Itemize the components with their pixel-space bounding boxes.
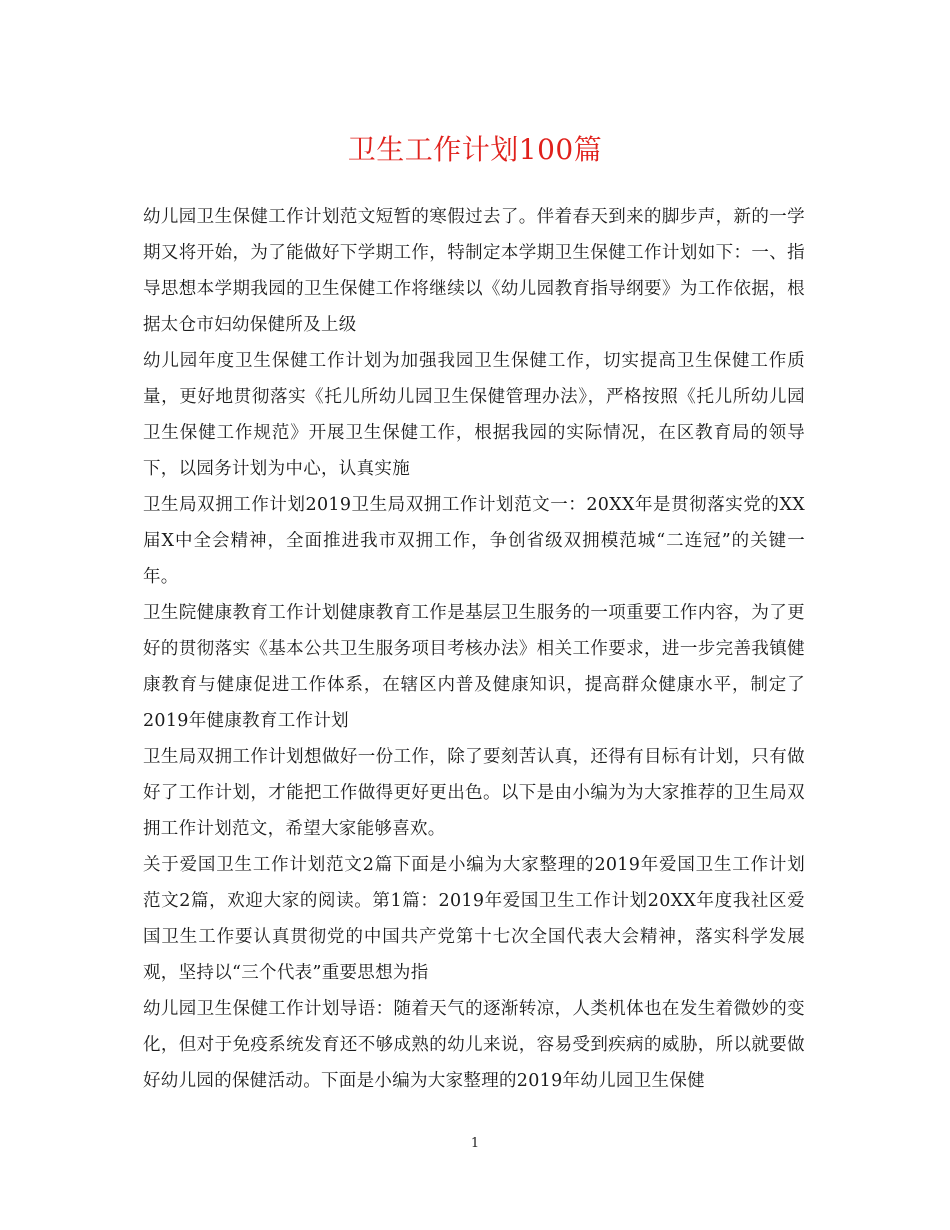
paragraph: 卫生院健康教育工作计划健康教育工作是基层卫生服务的一项重要工作内容，为了更好的贯彻落实《基本公共卫生服务项目考核办法》相关工作要求，进一步完善我镇健康教育与健康促进工作体系，在辖区内普及健康知识，提高群众健康水平，制定了2019年健康教育工作计划	[143, 603, 805, 731]
document-title: 卫生工作计划100篇	[347, 133, 603, 166]
paragraph: 幼儿园卫生保健工作计划范文短暂的寒假过去了。伴着春天到来的脚步声，新的一学期又将开始，为了能做好下学期工作，特制定本学期卫生保健工作计划如下：一、指导思想本学期我园的卫生保健工作将继续以《幼儿园教育指导纲要》为工作依据，根据太仓市妇幼保健所及上级	[143, 207, 805, 335]
paragraph: 幼儿园年度卫生保健工作计划为加强我园卫生保健工作，切实提高卫生保健工作质量，更好地贯彻落实《托儿所幼儿园卫生保健管理办法》，严格按照《托儿所幼儿园卫生保健工作规范》开展卫生保健工作，根据我园的实际情况，在区教育局的领导下，以园务计划为中心，认真实施	[143, 351, 805, 479]
page-number: 1	[470, 1136, 480, 1151]
paragraph: 幼儿园卫生保健工作计划导语：随着天气的逐渐转凉，人类机体也在发生着微妙的变化，但对于免疫系统发育还不够成熟的幼儿来说，容易受到疾病的威胁，所以就要做好幼儿园的保健活动。下面是小编为大家整理的2019年幼儿园卫生保健	[143, 999, 805, 1091]
document-body	[143, 199, 805, 1099]
paragraph: 关于爱国卫生工作计划范文2篇下面是小编为大家整理的2019年爱国卫生工作计划范文2篇，欢迎大家的阅读。第1篇：2019年爱国卫生工作计划20XX年度我社区爱国卫生工作要认真贯彻党的中国共产党第十七次全国代表大会精神，落实科学发展观，坚持以“三个代表”重要思想为指	[143, 855, 805, 983]
paragraph: 卫生局双拥工作计划想做好一份工作，除了要刻苦认真，还得有目标有计划，只有做好了工作计划，才能把工作做得更好更出色。以下是由小编为为大家推荐的卫生局双拥工作计划范文，希望大家能够喜欢。	[143, 747, 805, 839]
paragraph: 卫生局双拥工作计划2019卫生局双拥工作计划范文一：20XX年是贯彻落实党的XX届X中全会精神，全面推进我市双拥工作，争创省级双拥模范城“二连冠”的关键一年。	[143, 495, 805, 587]
